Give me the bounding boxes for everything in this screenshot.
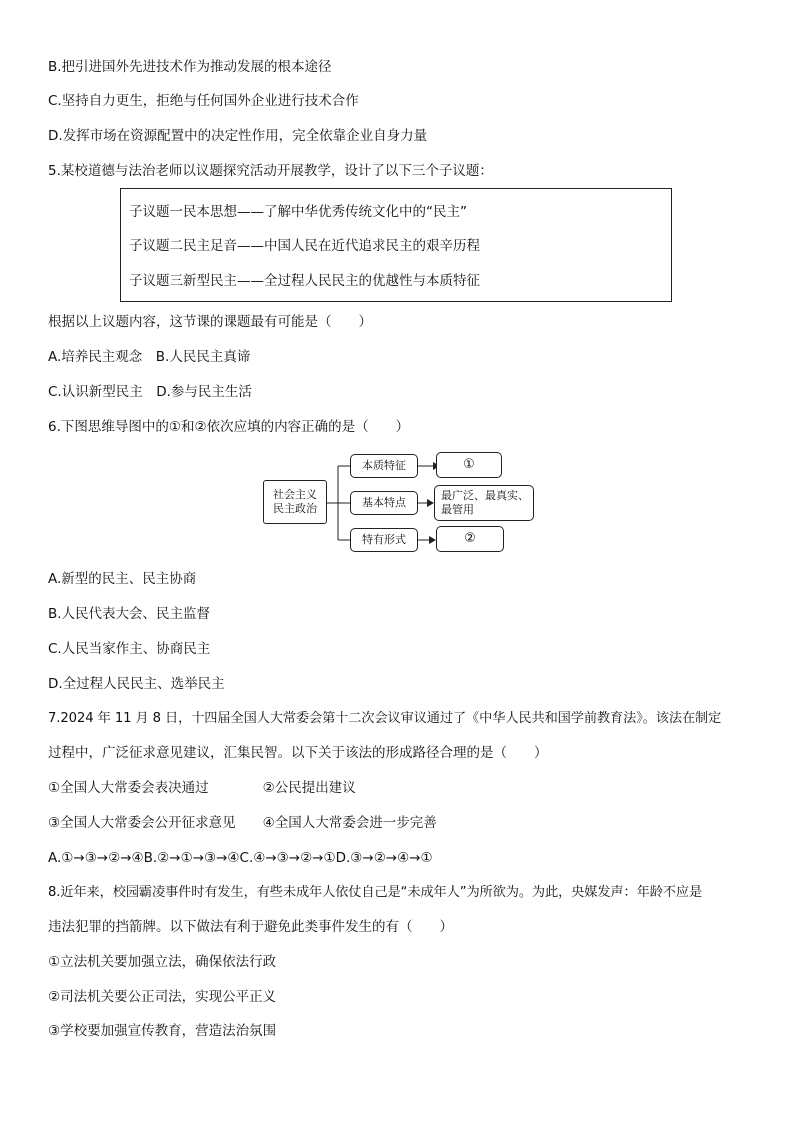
mindmap-blank-1: ① [436,452,502,478]
q7-stem-line2: 过程中，广泛征求意见建议，汇集民智。以下关于该法的形成路径合理的是（ ） [48,745,548,761]
q5-topic-1: 子议题一民本思想——了解中华优秀传统文化中的“民主” [129,204,467,220]
mindmap-branch-form: 特有形式 [350,528,418,552]
mindmap-root-line2: 民主政治 [273,502,317,515]
mindmap-branch-features: 基本特点 [350,491,418,515]
q4-option-b: B.把引进国外先进技术作为推动发展的根本途径 [48,59,332,75]
q8-stem-line1: 8.近年来，校园霸凌事件时有发生，有些未成年人依仗自己是“未成年人”为所欲为。为此，央媒发声：年龄不应是 [48,885,703,900]
q7-items-row1: ①全国人大常委会表决通过 ②公民提出建议 [48,780,356,796]
q8-item-2: ②司法机关要公正司法，实现公平正义 [48,989,277,1005]
q4-option-c: C.坚持自力更生，拒绝与任何国外企业进行技术合作 [48,93,359,109]
q7-stem-line1: 7.2024 年 11 月 8 日，十四届全国人大常委会第十二次会议审议通过了《中华人民共和国学前教育法》。该法在制定 [48,711,722,726]
q8-stem-line2: 违法犯罪的挡箭牌。以下做法有利于避免此类事件发生的有（ ） [48,919,453,935]
q6-option-c: C.人民当家作主、协商民主 [48,641,211,657]
mindmap-root-line1: 社会主义 [273,488,317,501]
q8-item-3: ③学校要加强宣传教育，营造法治氛围 [48,1023,277,1039]
mindmap-leaf-features [434,485,534,521]
q5-question: 根据以上议题内容，这节课的课题最有可能是（ ） [48,314,372,330]
q8-item-1: ①立法机关要加强立法，确保依法行政 [48,954,277,970]
q5-topic-2: 子议题二民主足音——中国人民在近代追求民主的艰辛历程 [129,238,480,254]
mindmap-leaf-features-line2: 最管用 [441,503,474,516]
q5-topic-3: 子议题三新型民主——全过程人民民主的优越性与本质特征 [129,273,480,289]
mindmap-branch-essence: 本质特征 [350,454,418,478]
q7-items-row2: ③全国人大常委会公开征求意见 ④全国人大常委会进一步完善 [48,815,437,831]
q5-options-cd: C.认识新型民主 D.参与民主生活 [48,384,252,400]
q5-stem: 5.某校道德与法治老师以议题探究活动开展教学，设计了以下三个子议题： [48,163,493,179]
q7-options: A.①→③→②→④B.②→①→③→④C.④→③→②→①D.③→②→④→① [48,850,433,866]
q6-option-d: D.全过程人民民主、选举民主 [48,676,225,692]
mindmap-blank-2: ② [436,526,504,552]
q6-stem: 6.下图思维导图中的①和②依次应填的内容正确的是（ ） [48,419,410,435]
q5-options-ab: A.培养民主观念 B.人民民主真谛 [48,349,251,365]
mindmap-root [263,480,327,524]
q6-option-b: B.人民代表大会、民主监督 [48,606,211,622]
q6-option-a: A.新型的民主、民主协商 [48,571,197,587]
mindmap-leaf-features-line1: 最广泛、最真实、 [441,489,529,502]
q4-option-d: D.发挥市场在资源配置中的决定性作用，完全依靠企业自身力量 [48,128,428,144]
